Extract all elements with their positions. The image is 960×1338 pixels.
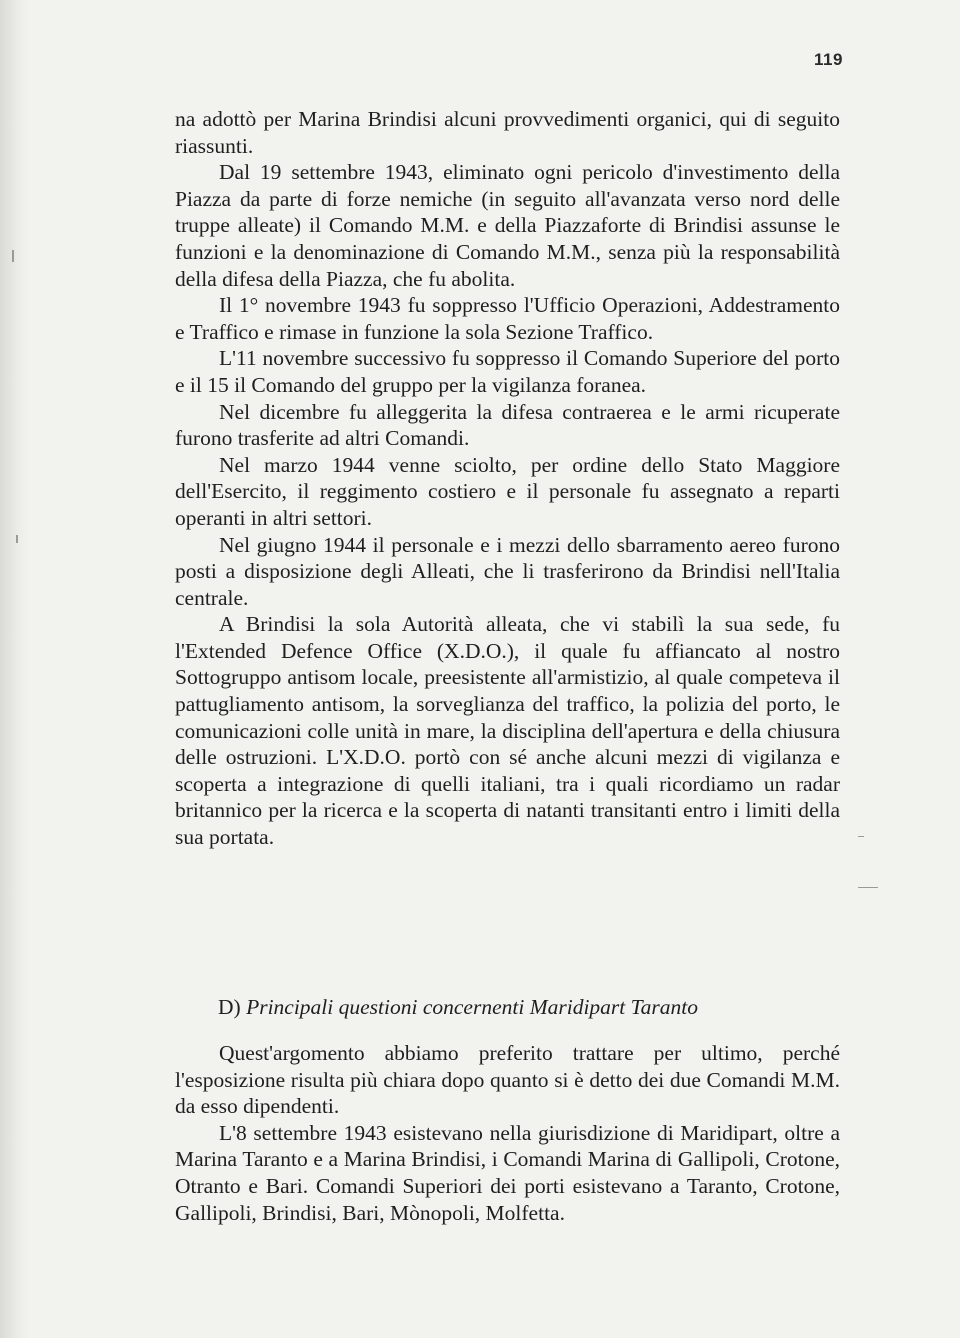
page-gutter-shadow [0,0,30,1338]
paragraph: Nel dicembre fu alleggerita la difesa contraerea e le armi ricuperate furono trasferite ad altri Comandi. [175,399,840,451]
margin-mark [16,535,18,543]
paragraph: A Brindisi la sola Autorità alleata, che vi stabilì la sua sede, fu l'Extended Defence Office (X.D.O.), il quale fu affiancato al nostro Sottogruppo antisom locale, preesistente all'armistizio, al quale competeva il pattugliamento antisom, la sorveglianza del traffico, la polizia del porto, le comunicazioni colle unità in mare, la disciplina dell'apertura e della chiusura delle ostruzioni. L'X.D.O. portò con sé anche alcuni mezzi di vigilanza e scoperta a integrazione di quelli italiani, tra i quali ricordiamo un radar britannico per la ricerca e la scoperta di natanti transitanti entro i limiti della sua portata. [175,612,840,850]
paragraph: Dal 19 settembre 1943, eliminato ogni pericolo d'investimento della Piazza da parte di forze nemiche (in seguito all'avanzata verso nord delle truppe alleate) il Comando M.M. e della Piazzaforte di Brindisi assunse le funzioni e la denominazione di Comando M.M., senza più la responsabilità della difesa della Piazza, che fu abolita. [175,160,840,291]
page-number: 119 [814,50,843,69]
paragraph: Nel giugno 1944 il personale e i mezzi dello sbarramento aereo furono posti a disposizione degli Alleati, che li trasferirono da Brindisi nell'Italia centrale. [175,532,840,610]
paragraph: na adottò per Marina Brindisi alcuni provvedimenti organici, qui di seguito riassunti. [175,107,840,158]
paragraph: Il 1° novembre 1943 fu soppresso l'Ufficio Operazioni, Addestramento e Traffico e rimase in funzione la sola Sezione Traffico. [175,293,840,344]
section-label: D) [218,995,241,1019]
section-d-body [175,1040,840,1226]
section-heading [218,994,858,1021]
margin-mark [858,836,864,837]
paragraph: L'11 novembre successivo fu soppresso il Comando Superiore del porto e il 15 il Comando del gruppo per la vigilanza foranea. [175,346,840,397]
paragraph: Quest'argomento abbiamo preferito trattare per ultimo, perché l'esposizione risulta più chiara dopo quanto si è detto dei due Comandi M.M. da esso dipendenti. [175,1041,840,1119]
margin-mark [12,250,14,262]
paragraph: Nel marzo 1944 venne sciolto, per ordine dello Stato Maggiore dell'Esercito, il reggimento costiero e il personale fu assegnato a reparti operanti in altri settori. [175,452,840,530]
section-c-body [175,106,840,851]
margin-mark [858,887,878,888]
section-title: Principali questioni concernenti Maridipart Taranto [246,995,698,1019]
paragraph: L'8 settembre 1943 esistevano nella giurisdizione di Maridipart, oltre a Marina Taranto e a Marina Brindisi, i Comandi Marina di Gallipoli, Crotone, Otranto e Bari. Comandi Superiori dei porti esistevano a Taranto, Crotone, Gallipoli, Brindisi, Bari, Mònopoli, Molfetta. [175,1120,840,1225]
